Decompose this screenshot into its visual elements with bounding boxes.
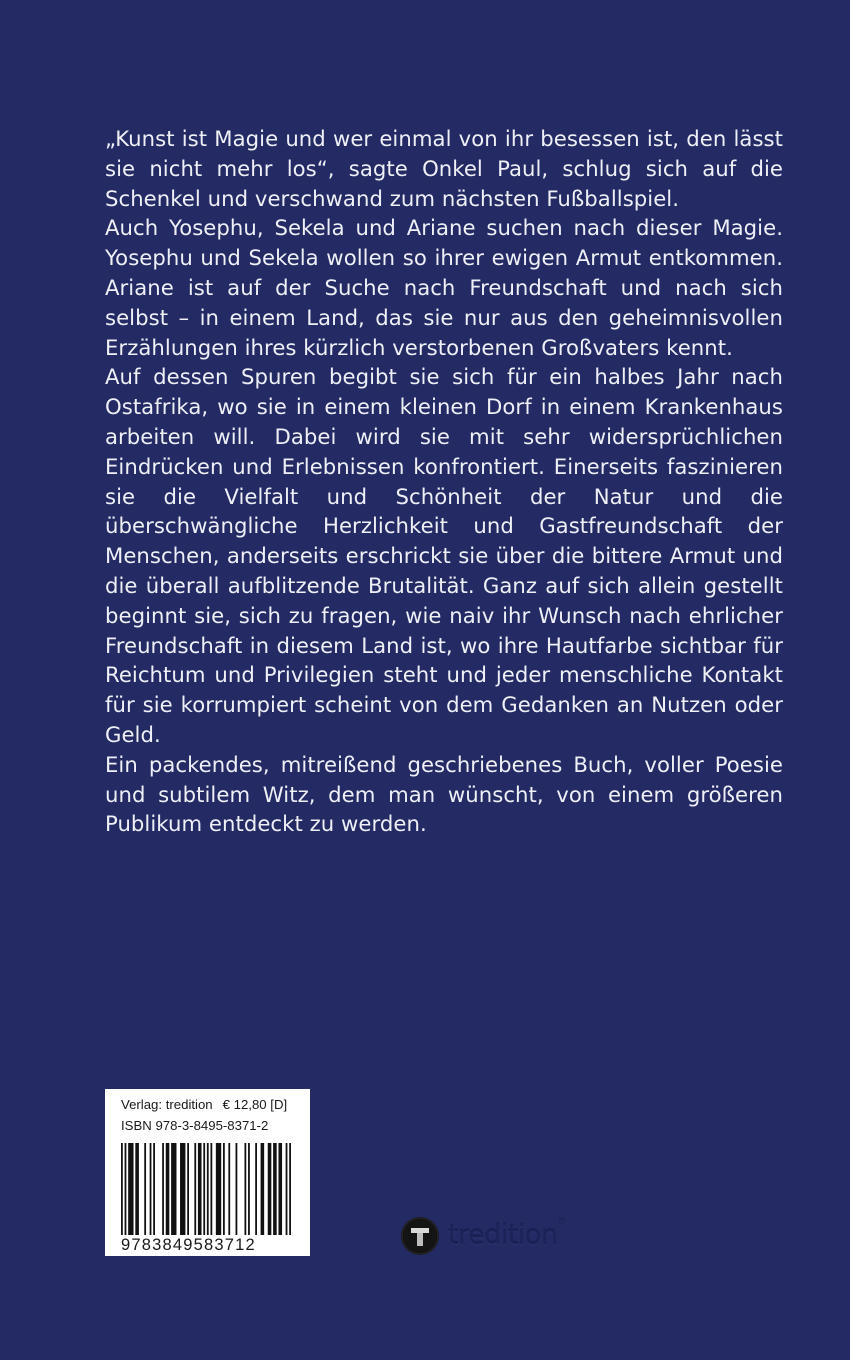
barcode-bar	[198, 1143, 202, 1235]
barcode-bar	[273, 1143, 277, 1235]
barcode-bar	[210, 1143, 212, 1235]
barcode-bar	[203, 1143, 205, 1235]
barcode-bar	[166, 1143, 170, 1235]
barcode-bar	[144, 1143, 146, 1235]
barcode-bar	[228, 1143, 230, 1235]
barcode-bar	[216, 1143, 221, 1235]
price-text: € 12,80 [D]	[222, 1097, 288, 1112]
blurb-paragraph-3: Auf dessen Spuren begibt sie sich für ein halbes Jahr nach Ostafrika, wo sie in einem kleinen Dorf in einem Krankenhaus arbeiten will. Dabei wird sie mit sehr widersprüchlichen Eindrücken und Erlebnissen konfrontiert. Einerseits faszinieren sie die Vielfalt und Schönheit der Natur und die überschwängliche Herzlichkeit und Gastfreundschaft der Menschen, anderseits erschrickt sie über die bittere Armut und die überall aufblitzende Brutalität. Ganz auf sich allein gestellt beginnt sie, sich zu fragen, wie naiv ihr Wunsch nach ehrlicher Freundschaft in diesem Land ist, wo ihre Hautfarbe sichtbar für Reichtum und Privilegien steht und jeder menschliche Kontakt für sie korrumpiert scheint von dem Gedanken an Nutzen oder Geld.	[105, 364, 783, 747]
barcode-bar	[255, 1143, 257, 1235]
barcode-bar	[153, 1143, 155, 1235]
barcode-bar	[125, 1143, 127, 1235]
barcode-label	[105, 1089, 310, 1256]
tredition-t-icon	[400, 1216, 440, 1256]
barcode-bar	[121, 1143, 123, 1235]
barcode-bar	[128, 1143, 133, 1235]
isbn-text: ISBN 978-3-8495-8371-2	[121, 1118, 269, 1133]
barcode-bar	[236, 1143, 238, 1235]
barcode-bar	[171, 1143, 176, 1235]
barcode-bar	[286, 1143, 288, 1235]
ean-digits: 9783849583712	[121, 1236, 256, 1254]
barcode-bar	[261, 1143, 265, 1235]
ean-barcode	[121, 1143, 291, 1235]
blurb-paragraph-2: Auch Yosephu, Sekela und Ariane suchen nach dieser Magie. Yosephu und Sekela wollen so ihrer ewigen Armut entkommen. Ariane ist auf der Suche nach Freundschaft und nach sich selbst – in einem Land, das sie nur aus den geheimnisvollen Erzählungen ihres kürzlich verstorbenen Großvaters kennt.	[105, 215, 783, 360]
tredition-wordmark	[448, 1216, 566, 1256]
barcode-bar	[187, 1143, 189, 1235]
barcode-bar	[150, 1143, 152, 1235]
barcode-bar	[289, 1143, 291, 1235]
barcode-bar	[135, 1143, 139, 1235]
barcode-bar	[244, 1143, 246, 1235]
barcode-bar	[162, 1143, 164, 1235]
publisher-price-line	[121, 1097, 302, 1113]
barcode-bar	[180, 1143, 185, 1235]
tredition-logo	[400, 1216, 566, 1256]
publisher-text: Verlag: tredition	[121, 1097, 213, 1112]
barcode-bar	[194, 1143, 196, 1235]
registered-mark: ®	[557, 1218, 567, 1228]
barcode-bar	[278, 1143, 282, 1235]
barcode-bar	[268, 1143, 272, 1235]
tredition-wordmark-text: tredition	[448, 1220, 558, 1251]
blurb-paragraph-4: Ein packendes, mitreißend geschriebenes Buch, voller Poesie und subtilem Witz, dem man wünscht, von einem größeren Publikum entdeckt zu werden.	[105, 751, 783, 837]
barcode-bar	[248, 1143, 250, 1235]
blurb-paragraph-1: „Kunst ist Magie und wer einmal von ihr besessen ist, den lässt sie nicht mehr los“, sagte Onkel Paul, schlug sich auf die Schenkel und verschwand zum nächsten Fußballspiel.	[105, 126, 783, 211]
barcode-bar	[207, 1143, 209, 1235]
barcode-bar	[223, 1143, 225, 1235]
back-cover-blurb	[105, 124, 783, 839]
